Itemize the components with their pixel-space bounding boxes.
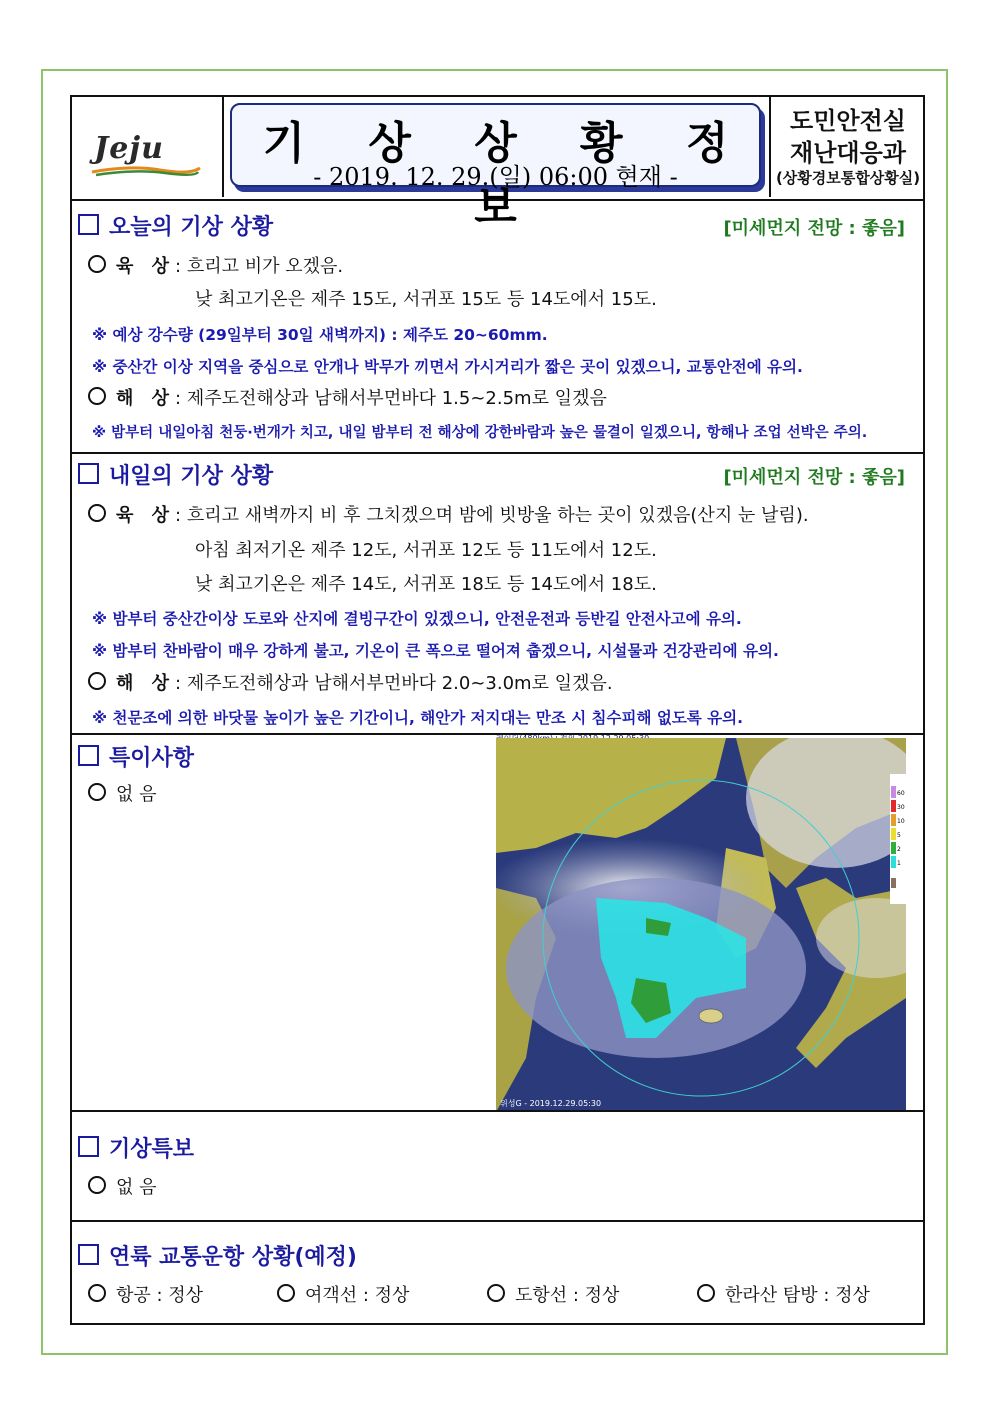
- checkbox-icon: [78, 463, 99, 484]
- transport-item-air: 항공 : 정상: [88, 1281, 203, 1307]
- legend-label: 1: [897, 860, 901, 867]
- tomorrow-note-wind: ※ 밤부터 찬바람이 매우 강하게 불고, 기온이 큰 폭으로 떨어져 춥겠으니, 시설물과 건강관리에 유의.: [92, 642, 779, 660]
- tomorrow-land: 육 상: 흐리고 새벽까지 비 후 그치겠으며 밤에 빗방울 하는 곳이 있겠음(산지 눈 날림).: [88, 501, 809, 527]
- satellite-map-graphic: [496, 738, 906, 1112]
- legend-label: 10: [897, 818, 905, 825]
- dept-name-3: (상황경보통합상황실): [775, 169, 921, 187]
- warning-item: 없 음: [88, 1173, 157, 1199]
- title-banner: [230, 103, 761, 233]
- tomorrow-note-ice: ※ 밤부터 중산간이상 도로와 산지에 결빙구간이 있겠으니, 안전운전과 등반길 안전사고에 유의.: [92, 610, 742, 628]
- bullet-circle-icon: [487, 1284, 505, 1302]
- legend-label: 2: [897, 846, 901, 853]
- page-title: 기 상 상 황 정 보: [262, 118, 753, 233]
- tomorrow-high-temp: 낮 최고기온은 제주 14도, 서귀포 18도 등 14도에서 18도.: [195, 574, 657, 595]
- divider: [72, 1110, 923, 1112]
- weather-report: [70, 95, 925, 1325]
- warning-heading: 기상특보: [78, 1132, 194, 1163]
- special-item: 없 음: [88, 780, 157, 806]
- special-heading: 특이사항: [78, 741, 194, 772]
- tomorrow-sea: 해 상: 제주도전해상과 남해서부먼바다 2.0~3.0m로 일겠음.: [88, 669, 613, 695]
- legend-label: 30: [897, 804, 905, 811]
- tomorrow-low-temp: 아침 최저기온 제주 12도, 서귀포 12도 등 11도에서 12도.: [195, 540, 657, 561]
- checkbox-icon: [78, 745, 99, 766]
- checkbox-icon: [78, 1136, 99, 1157]
- dept-name-2: 재난대응과: [790, 139, 906, 167]
- today-land: 육 상: 흐리고 비가 오겠음.: [88, 252, 343, 278]
- transport-item-hallasan: 한라산 탐방 : 정상: [697, 1281, 870, 1307]
- tomorrow-heading: 내일의 기상 상황: [78, 459, 273, 490]
- transport-item-island-ferry: 도항선 : 정상: [487, 1281, 619, 1307]
- bullet-circle-icon: [88, 672, 106, 690]
- report-datetime: - 2019. 12. 29.(일) 06:00 현재 -: [313, 163, 678, 191]
- checkbox-icon: [78, 214, 99, 235]
- satellite-footer: 위성G - 2019.12.29.05:30: [500, 1099, 602, 1108]
- bullet-circle-icon: [277, 1284, 295, 1302]
- satellite-radar-image: [496, 738, 906, 1112]
- bullet-circle-icon: [88, 387, 106, 405]
- department: [769, 97, 925, 197]
- today-note-sea: ※ 밤부터 내일아침 천둥·번개가 치고, 내일 밤부터 전 해상에 강한바람과 높은 물결이 일겠으니, 항해나 조업 선박은 주의.: [92, 425, 868, 441]
- today-land-temp: 낮 최고기온은 제주 15도, 서귀포 15도 등 14도에서 15도.: [195, 289, 657, 310]
- divider: [72, 452, 923, 454]
- today-note-rain: ※ 예상 강수량 (29일부터 30일 새벽까지) : 제주도 20~60mm.: [92, 326, 548, 344]
- bullet-circle-icon: [697, 1284, 715, 1302]
- legend-label: 5: [897, 832, 901, 839]
- today-dust-forecast: [미세먼지 전망 : 좋음]: [723, 218, 905, 239]
- today-note-fog: ※ 중산간 이상 지역을 중심으로 안개나 박무가 끼면서 가시거리가 짧은 곳이 있겠으니, 교통안전에 유의.: [92, 358, 803, 376]
- transport-heading: 연륙 교통운항 상황(예정): [78, 1240, 357, 1271]
- checkbox-icon: [78, 1244, 99, 1265]
- jeju-logo: [72, 97, 224, 197]
- bullet-circle-icon: [88, 1176, 106, 1194]
- bullet-circle-icon: [88, 255, 106, 273]
- bullet-circle-icon: [88, 783, 106, 801]
- transport-item-ferry: 여객선 : 정상: [277, 1281, 409, 1307]
- tomorrow-dust-forecast: [미세먼지 전망 : 좋음]: [723, 467, 905, 488]
- tomorrow-note-tide: ※ 천문조에 의한 바닷물 높이가 높은 기간이니, 해안가 저지대는 만조 시 침수피해 없도록 유의.: [92, 709, 743, 727]
- bullet-circle-icon: [88, 504, 106, 522]
- legend-label: 60: [897, 790, 905, 797]
- bullet-circle-icon: [88, 1284, 106, 1302]
- logo-text: Jeju: [94, 131, 164, 166]
- divider: [72, 1220, 923, 1222]
- today-heading: 오늘의 기상 상황: [78, 210, 273, 241]
- today-sea: 해 상: 제주도전해상과 남해서부먼바다 1.5~2.5m로 일겠음: [88, 384, 607, 410]
- dept-name-1: 도민안전실: [790, 107, 906, 135]
- logo-swoosh-icon: [90, 163, 202, 177]
